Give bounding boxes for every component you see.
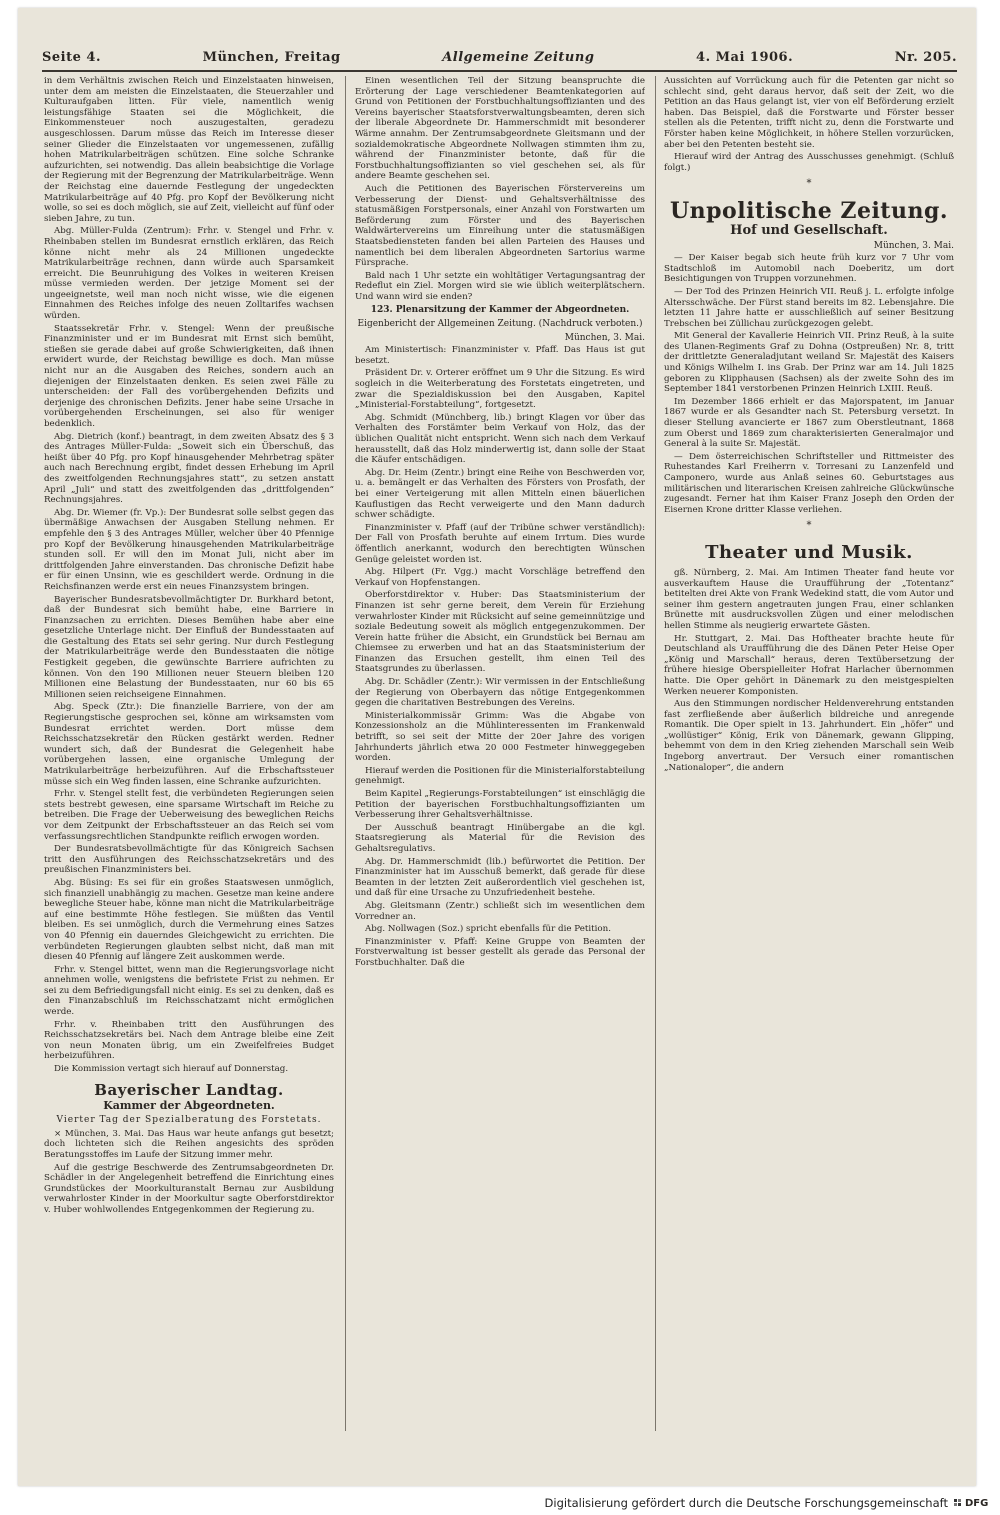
article-paragraph: Frhr. v. Rheinbaben tritt den Ausführungen des Reichsschatzsekretärs bei. Nach dem Antrage bleibe eine Zeit von neun Monaten übrig, um ein Zweifelfreies Budget herbeizuführen.	[44, 1019, 334, 1062]
article-paragraph: Die Kommission vertagt sich hierauf auf Donnerstag.	[54, 1064, 289, 1075]
article-paragraph: Abg. Speck (Ztr.): Die finanzielle Barriere, von der am Regierungstische gesprochen sei, könne am wirksamsten vom Bundesrat errichtet werden. Dort müsse dem Reichsschatzsekretär den Rücken gestärkt werden. Redner wundert sich, daß der Bundesrat die Gelegenheit habe vorübergehen lassen, eine organische Umlegung der Matrikularbeiträge herbeizuführen. Auf die Erbschaftssteuer müsse sich ein Weg finden lassen, eine Schranke aufzurichten.	[44, 702, 334, 787]
article-paragraph: Ministerialkommissär Grimm: Was die Abgabe von Konzessionsholz an die Mühlinteressenten im Frankenwald betrifft, so sei seit der Mitte der 20er Jahre des vorigen Jahrhunderts jährlich etwa 20 000 Festmeter hinweggegeben worden.	[355, 710, 645, 764]
article-paragraph: Abg. Dr. Wiemer (fr. Vp.): Der Bundesrat solle selbst gegen das übermäßige Anwachsen der Ausgaben Stellung nehmen. Er empfehle den § 3 des Antrages Müller, welcher über 40 Pfennige pro Kopf der Bevölkerung hinausgehenden Matrikularbeiträge stunden soll. Er will den im Monat Juli, nicht aber im drittfolgenden Jahre einverstanden. Das chronische Defizit habe er für einen Unsinn, wie es geschildert werde. Ordnung in die Reichsfinanzen werde erst ein neues Finanzsystem bringen.	[44, 507, 334, 592]
article-paragraph: Im Dezember 1866 erhielt er das Majorspatent, im Januar 1867 wurde er als Gesandter nach St. Petersburg versetzt. In dieser Stellung avancierte er 1867 zum Oberstleutnant, 1868 zum Oberst und 1869 zum charakterisierten Generalmajor und General à la suite Sr. Majestät.	[664, 396, 954, 450]
section-subheading: Hof und Gesellschaft.	[730, 222, 888, 238]
dfg-logo-text: DFG	[965, 1497, 989, 1509]
column-1	[44, 76, 334, 1436]
article-paragraph: Bald nach 1 Uhr setzte ein wohltätiger Vertagungsantrag der Redeflut ein Ziel. Morgen wird sie wie üblich weiterplätschern. Und wann wird sie enden?	[355, 270, 645, 302]
section-date: München, 3. Mai.	[873, 240, 954, 251]
article-paragraph: Beim Kapitel „Regierungs-Forstabteilungen“ ist einschlägig die Petition der bayerischen Forstbuchhaltungsoffizianten um Verbesserung ihrer Gehaltsverhältnisse.	[355, 789, 645, 821]
article-paragraph: — Dem österreichischen Schriftsteller und Rittmeister des Ruhestandes Karl Freiherrn v. Torresani zu Lanzenfeld und Camponero, wurde aus Anlaß seines 60. Geburtstages aus militärischen und literarischen Kreisen zahlreiche Glückwünsche zugesandt. Ferner hat ihm Kaiser Franz Joseph den Orden der Eisernen Krone dritter Klasse verliehen.	[664, 451, 954, 515]
article-paragraph: Frhr. v. Stengel stellt fest, die verbündeten Regierungen seien stets bestrebt gewesen, eine sparsame Wirtschaft im Reiche zu betreiben. Die Frage der Ueberweisung des beweglichen Reichs vor dem Zeitpunkt der Erbschaftssteuer an das Reich sei vom verfassungsrechtlichen Standpunkte reiflich erwogen worden.	[44, 789, 334, 842]
sitting-date: München, 3. Mai.	[564, 332, 645, 343]
article-paragraph: Präsident Dr. v. Orterer eröffnet um 9 Uhr die Sitzung. Es wird sogleich in die Weiterberatung des Forstetats eingetreten, und zwar die Spezialdiskussion bei den Ausgaben, Kapitel „Ministerial-Forstabteilung“, fortgesetzt.	[355, 368, 645, 411]
article-paragraph: Staatssekretär Frhr. v. Stengel: Wenn der preußische Finanzminister und er im Bundesrat mit Ernst sich bemüht, stießen sie gerade dabei auf große Schwierigkeiten, daß ihnen erwidert wurde, der Reichstag bewillige es doch. Man müsse nicht nur an die Ausgaben des Reiches, sondern auch an diejenigen der Einzelstaaten denken. Es seien zwei Fälle zu unterscheiden: der Fall des vorübergehenden Defizits und derjenige des chronischen Defizits. Jener habe seine Ursache in vorübergehenden Erscheinungen, sei also für weniger bedenklich.	[44, 323, 334, 429]
article-paragraph: Abg. Dietrich (konf.) beantragt, in dem zweiten Absatz des § 3 des Antrages Müller-Fulda: „Soweit sich ein Überschuß, das heißt über 40 Pfg. pro Kopf hinausgehender Mehrbetrag später auch nach Berechnung ergibt, findet dessen Erhebung im April des zweitfolgenden Rechnungsjahres statt“, zu setzen anstatt April „Juli“ und statt des zweitfolgenden das „drittfolgenden“ Rechnungsjahres.	[44, 431, 334, 506]
dfg-logo	[954, 1494, 996, 1512]
article-paragraph: Finanzminister v. Pfaff (auf der Tribüne schwer verständlich): Der Fall von Prosfath beruhte auf einem Irrtum. Dies wurde öffentlich anerkannt, wodurch den berechtigten Wünschen Genüge geleistet worden ist.	[355, 522, 645, 565]
article-paragraph: Auch die Petitionen des Bayerischen Förstervereins um Verbesserung der Dienst- und Gehaltsverhältnisse des statusmäßigen Forstpersonals, einer Anzahl von Forstwarten um Beförderung zum Förster und des Bayerischen Waldwärtervereins um Einreihung unter die statusmäßigen Staatsbediensteten fanden bei allen Parteien des Hauses und namentlich bei dem liberalen Abgeordneten Sartorius warme Fürsprache.	[355, 183, 645, 269]
separator-asterisk: *	[806, 520, 812, 532]
newspaper-title: Allgemeine Zeitung	[442, 49, 595, 65]
issue-date: 4. Mai 1906.	[696, 49, 794, 65]
article-paragraph: Der Bundesratsbevollmächtigte für das Königreich Sachsen tritt den Ausführungen des Reichsschatzsekretärs und des preußischen Finanzministers bei.	[44, 844, 334, 876]
article-paragraph: Abg. Dr. Heim (Zentr.) bringt eine Reihe von Beschwerden vor, u. a. bemängelt er das Verhalten des Försters von Prosfath, der bei einer Verteigerung mit allen Mitteln einen bäuerlichen Kauflustigen das Recht verweigerte und den Mann dadurch schwer schädigte.	[355, 467, 645, 521]
article-paragraph: in dem Verhältnis zwischen Reich und Einzelstaaten hinweisen, unter dem am meisten die Einzelstaaten, die Steuerzahler und Kulturaufgaben litten. Für viele, namentlich wenig leistungsfähige Staaten sei die Möglichkeit, die Einkommensteuer noch auszugestalten, geradezu ausgeschlossen. Darum müsse das Reich im Interesse dieser seiner Glieder die Einzelstaaten vor ungemessenen, zufällig hohen Matrikularbeiträgen schützen. Eine solche Schranke aufzurichten, sei notwendig. Das allein beabsichtige die Vorlage der Regierung mit der Begrenzung der Matrikularbeiträge. Wenn der Reichstag eine dauernde Festlegung der ungedeckten Matrikularbeiträge auf 40 Pfg. pro Kopf der Bevölkerung nicht wolle, so sei es doch möglich, sie auf Zeit, vielleicht auf fünf oder sieben Jahre, zu tun.	[44, 76, 334, 224]
masthead	[42, 46, 957, 68]
column-3	[664, 76, 954, 1436]
article-paragraph: Mit General der Kavallerie Heinrich VII. Prinz Reuß, à la suite des Ulanen-Regiments Graf zu Dohna (Ostpreußen) Nr. 8, tritt der drittletzte Generaladjutant weiland Sr. Majestät des Kaisers und Königs Wilhelm I. ins Grab. Der Prinz war am 14. Juli 1825 geboren zu Klipphausen (Sachsen) als der zweite Sohn des im September 1841 verstorbenen Prinzen Heinrich LXIII. Reuß.	[664, 331, 954, 395]
article-paragraph: Hr. Stuttgart, 2. Mai. Das Hoftheater brachte heute für Deutschland als Uraufführung die des Dänen Peter Heise Oper „König und Marschall“ heraus, deren Textübersetzung der frühere hiesige Oberspielleiter Hofrat Harlacher übernommen hatte. Die Oper gehört in Dänemark zu den meistgespielten Werken neuerer Komponisten.	[664, 633, 954, 697]
funding-credit: Digitalisierung gefördert durch die Deutsche Forschungsgemeinschaft	[544, 1496, 948, 1510]
article-paragraph: Aus den Stimmungen nordischer Heldenverehrung entstanden fast zerfließende aber äußerlich bildreiche und anregende Romantik. Die Oper spielt in 13. Jahrhundert. Ein „höfer“ und „wollüstiger“ König, Erik von Dänemark, gewann Glipping, behemmt von dem in den Krieg ziehenden Marschall sein Weib Ingeborg anvertraut. Der Versuch einer romantischen „Nationaloper“, die andern	[664, 699, 954, 773]
article-paragraph: Abg. Müller-Fulda (Zentrum): Frhr. v. Stengel und Frhr. v. Rheinbaben stellen im Bundesrat ernstlich erklären, das Reich könne nicht mehr als 24 Millionen ungedeckte Matrikularbeiträge rechnen, dann würde auch Sparsamkeit erreicht. Die Beunruhigung des Volkes in weiteren Kreisen müsse vermieden werden. Der jetzige Moment sei der ungeeignetste, weil man noch nicht wisse, wie die eigenen Einnahmen des Reiches infolge des neuen Zolltarifes wachsen würden.	[44, 226, 334, 322]
section-heading: Unpolitische Zeitung.	[669, 197, 948, 224]
footer-bar	[0, 1491, 1000, 1515]
article-paragraph: Hierauf wird der Antrag des Ausschusses genehmigt. (Schluß folgt.)	[664, 152, 954, 173]
article-paragraph: gß. Nürnberg, 2. Mai. Am Intimen Theater fand heute vor ausverkauftem Hause die Uraufführung der „Totentanz“ betitelten drei Akte von Frank Wedekind statt, die vom Autor und seiner ihm gestern angetrauten jungen Frau, einer schlanken Brünette mit ausdrucksvollen Zügen und einer melodischen hellen Stimme als neugierig erwartete Gästen.	[664, 567, 954, 631]
separator-asterisk: *	[806, 178, 812, 190]
sitting-subheading: Eigenbericht der Allgemeinen Zeitung. (Nachdruck verboten.)	[357, 319, 643, 330]
column-divider	[655, 76, 656, 1431]
article-paragraph: Abg. Büsing: Es sei für ein großes Staatswesen unmöglich, sich finanziell unabhängig zu machen. Gesetze man keine andere bewegliche Steuer habe, könne man nicht die Matrikularbeiträge auf eine bestimmte Höhe festlegen. Sie müßten das Ventil bleiben. Es sei unmöglich, durch die Vermehrung eines Satzes von 40 Pfennig ein dauerndes Gleichgewicht zu errichten. Die verbündeten Regierungen glaubten selbst nicht, daß man mit diesen 40 Pfennig auf längere Zeit auskommen werde.	[44, 877, 334, 963]
article-paragraph: Abg. Dr. Schädler (Zentr.): Wir vermissen in der Entschließung der Regierung von Oberbayern das nötige Entgegenkommen gegen die charitativen Bestrebungen des Vereins.	[355, 677, 645, 709]
article-paragraph: × München, 3. Mai. Das Haus war heute anfangs gut besetzt; doch lichteten sich die Reihen angesichts des spröden Beratungsstoffes im Laufe der Sitzung immer mehr.	[44, 1128, 334, 1160]
article-paragraph: Frhr. v. Stengel bittet, wenn man die Regierungsvorlage nicht annehmen wolle, wenigstens die befristete Frist zu nehmen. Er sei zu dem Befriedigungsfall nicht einig. Es sei zu denken, daß es den Finanzabschluß im Reichsschatzamt nicht ermöglichen werde.	[44, 964, 334, 1018]
dfg-logo-mark-icon	[954, 1499, 962, 1507]
section-heading: Bayerischer Landtag.	[94, 1080, 284, 1099]
column-divider	[345, 76, 346, 1431]
article-paragraph: Finanzminister v. Pfaff: Keine Gruppe von Beamten der Forstverwaltung ist besser gestellt als gerade das Personal der Forstbuchhalter. Daß die	[355, 936, 645, 968]
article-paragraph: Einen wesentlichen Teil der Sitzung beanspruchte die Erörterung der Lage verschiedener Beamtenkategorien auf Grund von Petitionen der Forstbuchhaltungsoffizianten und des Vereins bayerischer Staatsforstverwaltungsbeamten, deren sich der liberale Abgeordnete Dr. Hammerschmidt mit besonderer Wärme annahm. Der Zentrumsabgeordnete Gleitsmann und der sozialdemokratische Abgeordnete Nollwagen stimmten ihm zu, während der Finanzminister betonte, daß für die Forstbuchhaltungsoffizianten so viel geschehen sei, als für andere Beamte geschehen sei.	[355, 76, 645, 182]
masthead-rule	[42, 70, 957, 72]
article-paragraph: Oberforstdirektor v. Huber: Das Staatsministerium der Finanzen ist sehr gerne bereit, dem Verein für Erziehung verwahrloster Kinder mit Rücksicht auf seine gemeinnützige und soziale Bedeutung soweit als möglich entgegenzukommen. Der Verein hatte früher die Absicht, ein Grundstück bei Bernau am Chiemsee zu erwerben und hat an das Staatsministerium der Finanzen das Ersuchen gestellt, ihm einen Teil des Staatsgrundes zu überlassen.	[355, 590, 645, 675]
article-paragraph: — Der Kaiser begab sich heute früh kurz vor 7 Uhr vom Stadtschloß im Automobil nach Doeberitz, um dort Besichtigungen von Truppen vorzunehmen.	[664, 253, 954, 285]
place-day: München, Freitag	[202, 49, 341, 65]
section-heading: Theater und Musik.	[705, 541, 913, 563]
article-paragraph: Der Ausschuß beantragt Hinübergabe an die kgl. Staatsregierung als Material für die Revision des Gehaltsregulativs.	[355, 822, 645, 854]
column-2	[355, 76, 645, 1436]
article-paragraph: Hierauf werden die Positionen für die Ministerialforstabteilung genehmigt.	[355, 765, 645, 787]
article-paragraph: Auf die gestrige Beschwerde des Zentrumsabgeordneten Dr. Schädler in der Angelegenheit betreffend die Einrichtung eines Grundstückes der Moorkulturanstalt Bernau zur Ausbildung verwahrloster Kinder in der Moorkultur sagte Oberforstdirektor v. Huber wohlwollendes Entgegenkommen der Regierung zu.	[44, 1162, 334, 1215]
section-subheading: Kammer der Abgeordneten.	[103, 1098, 275, 1112]
article-paragraph: Bayerischer Bundesratsbevollmächtigter Dr. Burkhard betont, daß der Bundesrat sich bemüht habe, eine Barriere in Finanzsachen zu errichten. Dieses Bemühen habe aber eine gesetzliche Unterlage nicht. Der Einfluß der Bundesstaaten auf die Gestaltung des Etats sei sehr gering. Nur durch Festlegung der Matrikularbeiträge werde den Bundesstaaten die nötige Festigkeit gegeben, die gewünschte Barriere aufrichten zu können. Von den 190 Millionen neuer Steuern bleiben 120 Millionen eine Belastung der Bundesstaaten, nur 60 bis 65 Millionen seien reichseigene Einnahmen.	[44, 594, 334, 700]
article-paragraph: — Der Tod des Prinzen Heinrich VII. Reuß j. L. erfolgte infolge Altersschwäche. Der Fürst stand bereits im 82. Lebensjahre. Die letzten 11 Jahre hatte er ausschließlich auf seiner Besitzung Trebschen bei Züllichau zurückgezogen gelebt.	[664, 286, 954, 329]
article-paragraph: Am Ministertisch: Finanzminister v. Pfaff. Das Haus ist gut besetzt.	[355, 345, 645, 366]
article-paragraph: Abg. Hilpert (Fr. Vgg.) macht Vorschläge betreffend den Verkauf von Hopfenstangen.	[355, 567, 645, 588]
section-line: Vierter Tag der Spezialberatung des Forstetats.	[56, 1115, 322, 1126]
article-paragraph: Abg. Nollwagen (Soz.) spricht ebenfalls für die Petition.	[365, 924, 612, 935]
page-number: Seite 4.	[42, 49, 101, 65]
sitting-heading: 123. Plenarsitzung der Kammer der Abgeordneten.	[370, 305, 630, 316]
article-paragraph: Aussichten auf Vorrückung auch für die Petenten gar nicht so schlecht sind, geht daraus hervor, daß seit der Zeit, wo die Petition an das Haus gelangt ist, vier von elf Beförderung erzielt haben. Das Beispiel, daß die Forstwarte und Förster besser stellen als die Petenten, trifft nicht zu, denn die Forstwarte und Förster haben keine Möglichkeit, in höhere Stellen vorzurücken, aber bei den Petenten besteht sie.	[664, 76, 954, 150]
article-paragraph: Abg. Schmidt (Münchberg, lib.) bringt Klagen vor über das Verhalten des Forstämter beim Verkauf von Holz, das der üblichen Qualität nicht entspricht. Wenn sich nach dem Verkauf herausstellt, daß das Holz minderwertig ist, dann solle der Staat die Käufer entschädigen.	[355, 412, 645, 466]
article-paragraph: Abg. Dr. Hammerschmidt (lib.) befürwortet die Petition. Der Finanzminister hat im Ausschuß bemerkt, daß gerade für diese Beamten in der letzten Zeit außerordentlich viel geschehen ist, und daß für eine Ursache zu Unzufriedenheit bestehe.	[355, 856, 645, 899]
issue-number: Nr. 205.	[894, 49, 957, 65]
article-paragraph: Abg. Gleitsmann (Zentr.) schließt sich im wesentlichen dem Vorredner an.	[355, 900, 645, 922]
